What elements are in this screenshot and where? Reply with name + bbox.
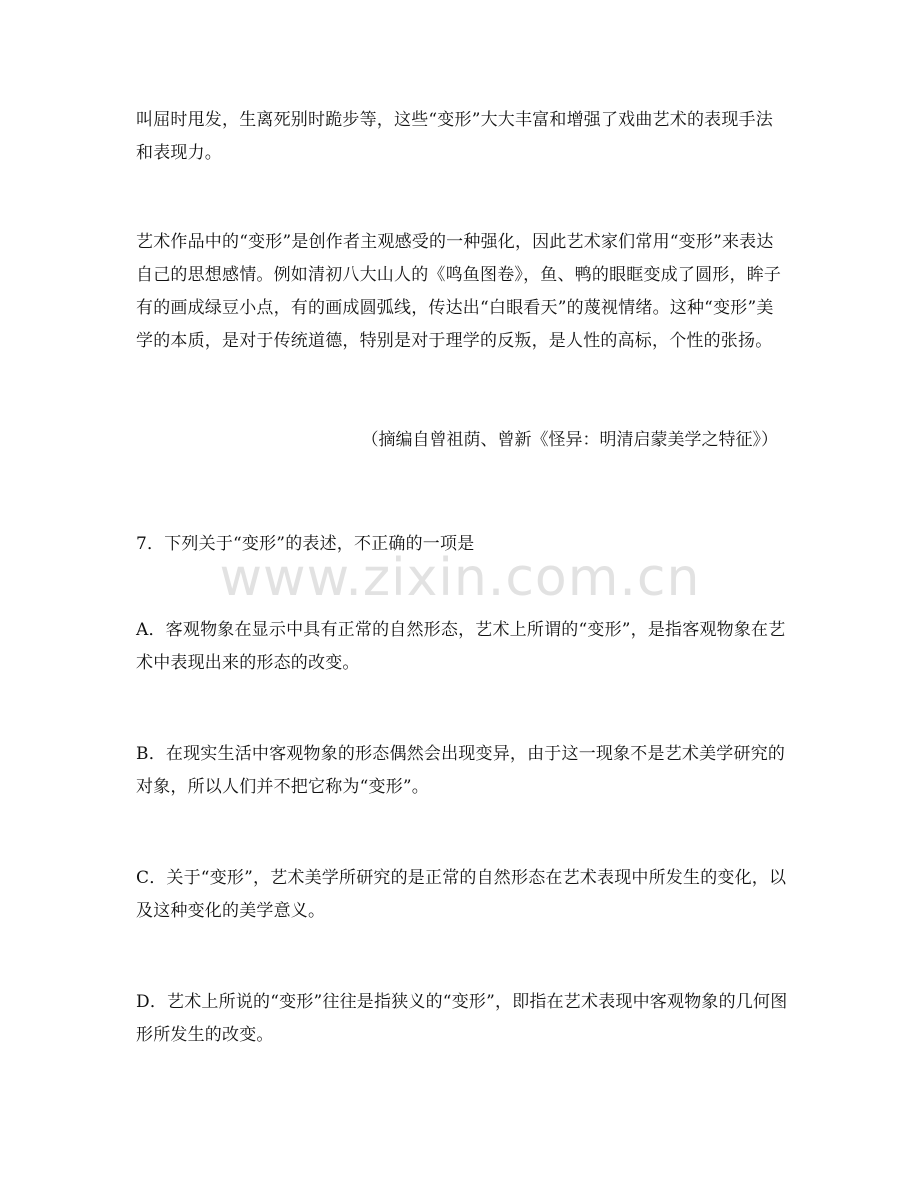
- option-a: A．客观物象在显示中具有正常的自然形态，艺术上所谓的“变形”，是指客观物象在艺术中表现出来的形态的改变。: [136, 620, 786, 673]
- passage-paragraph-1: 叫屈时甩发，生离死别时跪步等，这些“变形”大大丰富和增强了戏曲艺术的表现手法和表现力。: [136, 110, 773, 163]
- option-c: C．关于“变形”，艺术美学所研究的是正常的自然形态在艺术表现中所发生的变化，以及这种变化的美学意义。: [136, 868, 787, 921]
- passage-paragraph-2: 艺术作品中的“变形”是创作者主观感受的一种强化，因此艺术家们常用“变形”来表达自己的思想感情。例如清初八大山人的《鸣鱼图卷》，鱼、鸭的眼眶变成了圆形，眸子有的画成绿豆小点，有的画成圆弧线，传达出“白眼看天”的蔑视情绪。这种“变形”美学的本质，是对于传统道德，特别是对于理学的反叛，是人性的高标，个性的张扬。: [136, 232, 782, 351]
- option-b: B．在现实生活中客观物象的形态偶然会出现变异，由于这一现象不是艺术美学研究的对象，所以人们并不把它称为“变形”。: [136, 744, 786, 797]
- option-d: D．艺术上所说的“变形”往往是指狭义的“变形”，即指在艺术表现中客观物象的几何图形所发生的改变。: [136, 992, 788, 1045]
- question-stem: 7．下列关于“变形”的表述，不正确的一项是: [136, 534, 475, 554]
- watermark: www.zixin.com.cn: [219, 548, 701, 608]
- passage-source-citation: （摘编自曾祖荫、曾新《怪异：明清启蒙美学之特征》）: [361, 430, 778, 450]
